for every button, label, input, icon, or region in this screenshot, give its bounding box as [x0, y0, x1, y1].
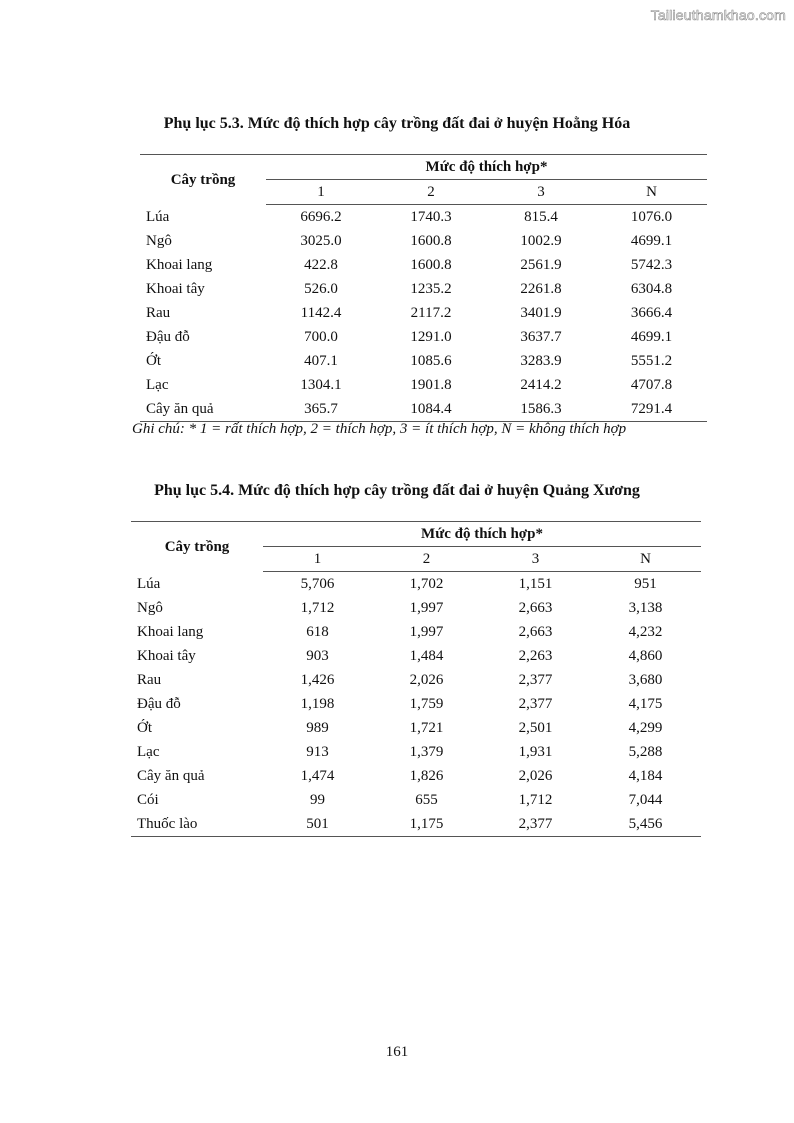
value-cell: 1,826: [409, 768, 444, 784]
value-cell: 1002.9: [520, 233, 562, 249]
value-cell: 5742.3: [630, 257, 673, 273]
value-cell: 5,456: [590, 812, 701, 837]
level-3-header: 3: [486, 180, 596, 205]
value-cell: 815.4: [524, 209, 558, 225]
value-cell: 5,288: [628, 744, 663, 760]
page-number: 161: [385, 1044, 409, 1060]
crop-name-cell: Đậu đỗ: [137, 696, 181, 712]
crop-column-header: Cây trồng: [140, 155, 266, 205]
crop-name-cell: Ớt: [146, 353, 161, 369]
value-cell: 1235.2: [410, 281, 452, 297]
level-2-header: 2: [376, 180, 486, 205]
value-cell: 913: [306, 744, 329, 760]
table-row: [140, 325, 707, 349]
value-cell: 526.0: [304, 281, 338, 297]
table-row: [140, 205, 707, 230]
table-row: [140, 397, 707, 422]
value-cell: 7,044: [628, 792, 663, 808]
value-cell: 2,501: [518, 720, 553, 736]
value-cell: 989: [306, 720, 329, 736]
value-cell: 3637.7: [520, 329, 562, 345]
suitability-level-header: Mức độ thích hợp*: [266, 155, 707, 180]
table-row: [140, 253, 707, 277]
table-row: [140, 229, 707, 253]
table-row: [131, 572, 701, 597]
value-cell: 501: [263, 812, 372, 837]
table-row: [140, 301, 707, 325]
crop-name-cell: Khoai tây: [137, 648, 196, 664]
crop-name-cell: Rau: [146, 305, 171, 321]
crop-name-cell: Cây ăn quả: [140, 397, 266, 422]
value-cell: 4,299: [628, 720, 663, 736]
value-cell: 1,931: [518, 744, 553, 760]
table-row: [131, 812, 701, 837]
crop-name-cell: Khoai tây: [146, 281, 205, 297]
crop-name-cell: Đậu đỗ: [146, 329, 190, 345]
value-cell: 1600.8: [410, 233, 452, 249]
value-cell: 1304.1: [300, 377, 342, 393]
table-row: [131, 716, 701, 740]
value-cell: 1,712: [300, 600, 335, 616]
value-cell: 407.1: [304, 353, 338, 369]
value-cell: 5551.2: [630, 353, 673, 369]
value-cell: 1142.4: [300, 305, 342, 321]
suitability-level-header: Mức độ thích hợp*: [263, 522, 701, 547]
table-row: [131, 692, 701, 716]
value-cell: 2561.9: [520, 257, 562, 273]
crop-name-cell: Khoai lang: [137, 624, 204, 640]
value-cell: 903: [306, 648, 329, 664]
value-cell: 700.0: [304, 329, 338, 345]
value-cell: 2,263: [518, 648, 553, 664]
value-cell: 4,232: [628, 624, 663, 640]
crop-name-cell: Rau: [137, 672, 162, 688]
table-row: [131, 668, 701, 692]
value-cell: 365.7: [266, 397, 376, 422]
value-cell: 618: [306, 624, 329, 640]
value-cell: 4699.1: [630, 329, 673, 345]
crop-name-cell: Cây ăn quả: [137, 768, 205, 784]
value-cell: 1,702: [409, 576, 444, 592]
value-cell: 99: [310, 792, 325, 808]
table-row: [140, 373, 707, 397]
crop-name-cell: Ngô: [137, 600, 163, 616]
level-n-header: N: [590, 547, 701, 572]
crop-name-cell: Thuốc lào: [131, 812, 263, 837]
table-row: [131, 644, 701, 668]
value-cell: 2117.2: [410, 305, 452, 321]
crop-name-cell: Ngô: [146, 233, 172, 249]
value-cell: 1291.0: [410, 329, 452, 345]
value-cell: 1,151: [518, 576, 553, 592]
value-cell: 6696.2: [300, 209, 342, 225]
value-cell: 1600.8: [410, 257, 452, 273]
value-cell: 4,175: [628, 696, 663, 712]
level-n-header: N: [596, 180, 707, 205]
table-row: [131, 788, 701, 812]
value-cell: 1740.3: [410, 209, 452, 225]
value-cell: 2,377: [518, 696, 553, 712]
level-3-header: 3: [481, 547, 590, 572]
table-54-title: Phụ lục 5.4. Mức độ thích hợp cây trồng đất đai ở huyện Quảng Xương: [154, 482, 640, 499]
value-cell: 4707.8: [630, 377, 673, 393]
value-cell: 2,663: [518, 624, 553, 640]
crop-name-cell: Lúa: [146, 208, 170, 225]
value-cell: 2,377: [481, 812, 590, 837]
crop-name-cell: Lúa: [137, 575, 161, 592]
value-cell: 1085.6: [410, 353, 452, 369]
value-cell: 3283.9: [520, 353, 562, 369]
value-cell: 1901.8: [410, 377, 452, 393]
table-54: [131, 521, 701, 837]
value-cell: 1,175: [372, 812, 481, 837]
level-1-header: 1: [263, 547, 372, 572]
table-53-title: Phụ lục 5.3. Mức độ thích hợp cây trồng đất đai ở huyện Hoằng Hóa: [163, 115, 631, 132]
level-1-header: 1: [266, 180, 376, 205]
crop-name-cell: Cói: [137, 792, 159, 808]
value-cell: 4699.1: [630, 233, 673, 249]
table-row: [140, 277, 707, 301]
value-cell: 1,759: [409, 696, 444, 712]
value-cell: 422.8: [304, 257, 338, 273]
table-53-note: Ghi chú: * 1 = rất thích hợp, 2 = thích hợp, 3 = ít thích hợp, N = không thích hợp: [132, 421, 627, 437]
value-cell: 2414.2: [520, 377, 562, 393]
crop-column-header: Cây trồng: [131, 522, 263, 572]
table-row: [131, 740, 701, 764]
table-row: [131, 764, 701, 788]
value-cell: 4,860: [628, 648, 663, 664]
table-row: [131, 620, 701, 644]
value-cell: 2,663: [518, 600, 553, 616]
value-cell: 655: [415, 792, 438, 808]
value-cell: 3,138: [628, 600, 663, 616]
crop-name-cell: Lạc: [137, 744, 160, 760]
value-cell: 7291.4: [596, 397, 707, 422]
crop-name-cell: Lạc: [146, 377, 169, 393]
value-cell: 2,026: [409, 672, 444, 688]
value-cell: 951: [634, 576, 657, 592]
value-cell: 5,706: [300, 576, 335, 592]
value-cell: 1,712: [518, 792, 553, 808]
value-cell: 1,484: [409, 648, 444, 664]
value-cell: 1,997: [409, 600, 444, 616]
value-cell: 1076.0: [630, 209, 673, 225]
value-cell: 1,379: [409, 744, 444, 760]
value-cell: 1084.4: [376, 397, 486, 422]
crop-name-cell: Ớt: [137, 720, 152, 736]
value-cell: 3,680: [628, 672, 663, 688]
value-cell: 1,426: [300, 672, 335, 688]
value-cell: 3666.4: [630, 305, 673, 321]
value-cell: 3025.0: [300, 233, 342, 249]
level-2-header: 2: [372, 547, 481, 572]
value-cell: 4,184: [628, 768, 663, 784]
crop-name-cell: Khoai lang: [146, 257, 213, 273]
watermark: Tailieuthamkhao.com: [650, 7, 786, 23]
value-cell: 1,198: [300, 696, 335, 712]
value-cell: 2,377: [518, 672, 553, 688]
value-cell: 1,474: [300, 768, 335, 784]
value-cell: 1,997: [409, 624, 444, 640]
table-row: [140, 349, 707, 373]
value-cell: 2261.8: [520, 281, 562, 297]
value-cell: 2,026: [518, 768, 553, 784]
value-cell: 6304.8: [630, 281, 673, 297]
value-cell: 1,721: [409, 720, 444, 736]
table-row: [131, 596, 701, 620]
table-53: [140, 154, 707, 422]
value-cell: 3401.9: [520, 305, 562, 321]
value-cell: 1586.3: [486, 397, 596, 422]
